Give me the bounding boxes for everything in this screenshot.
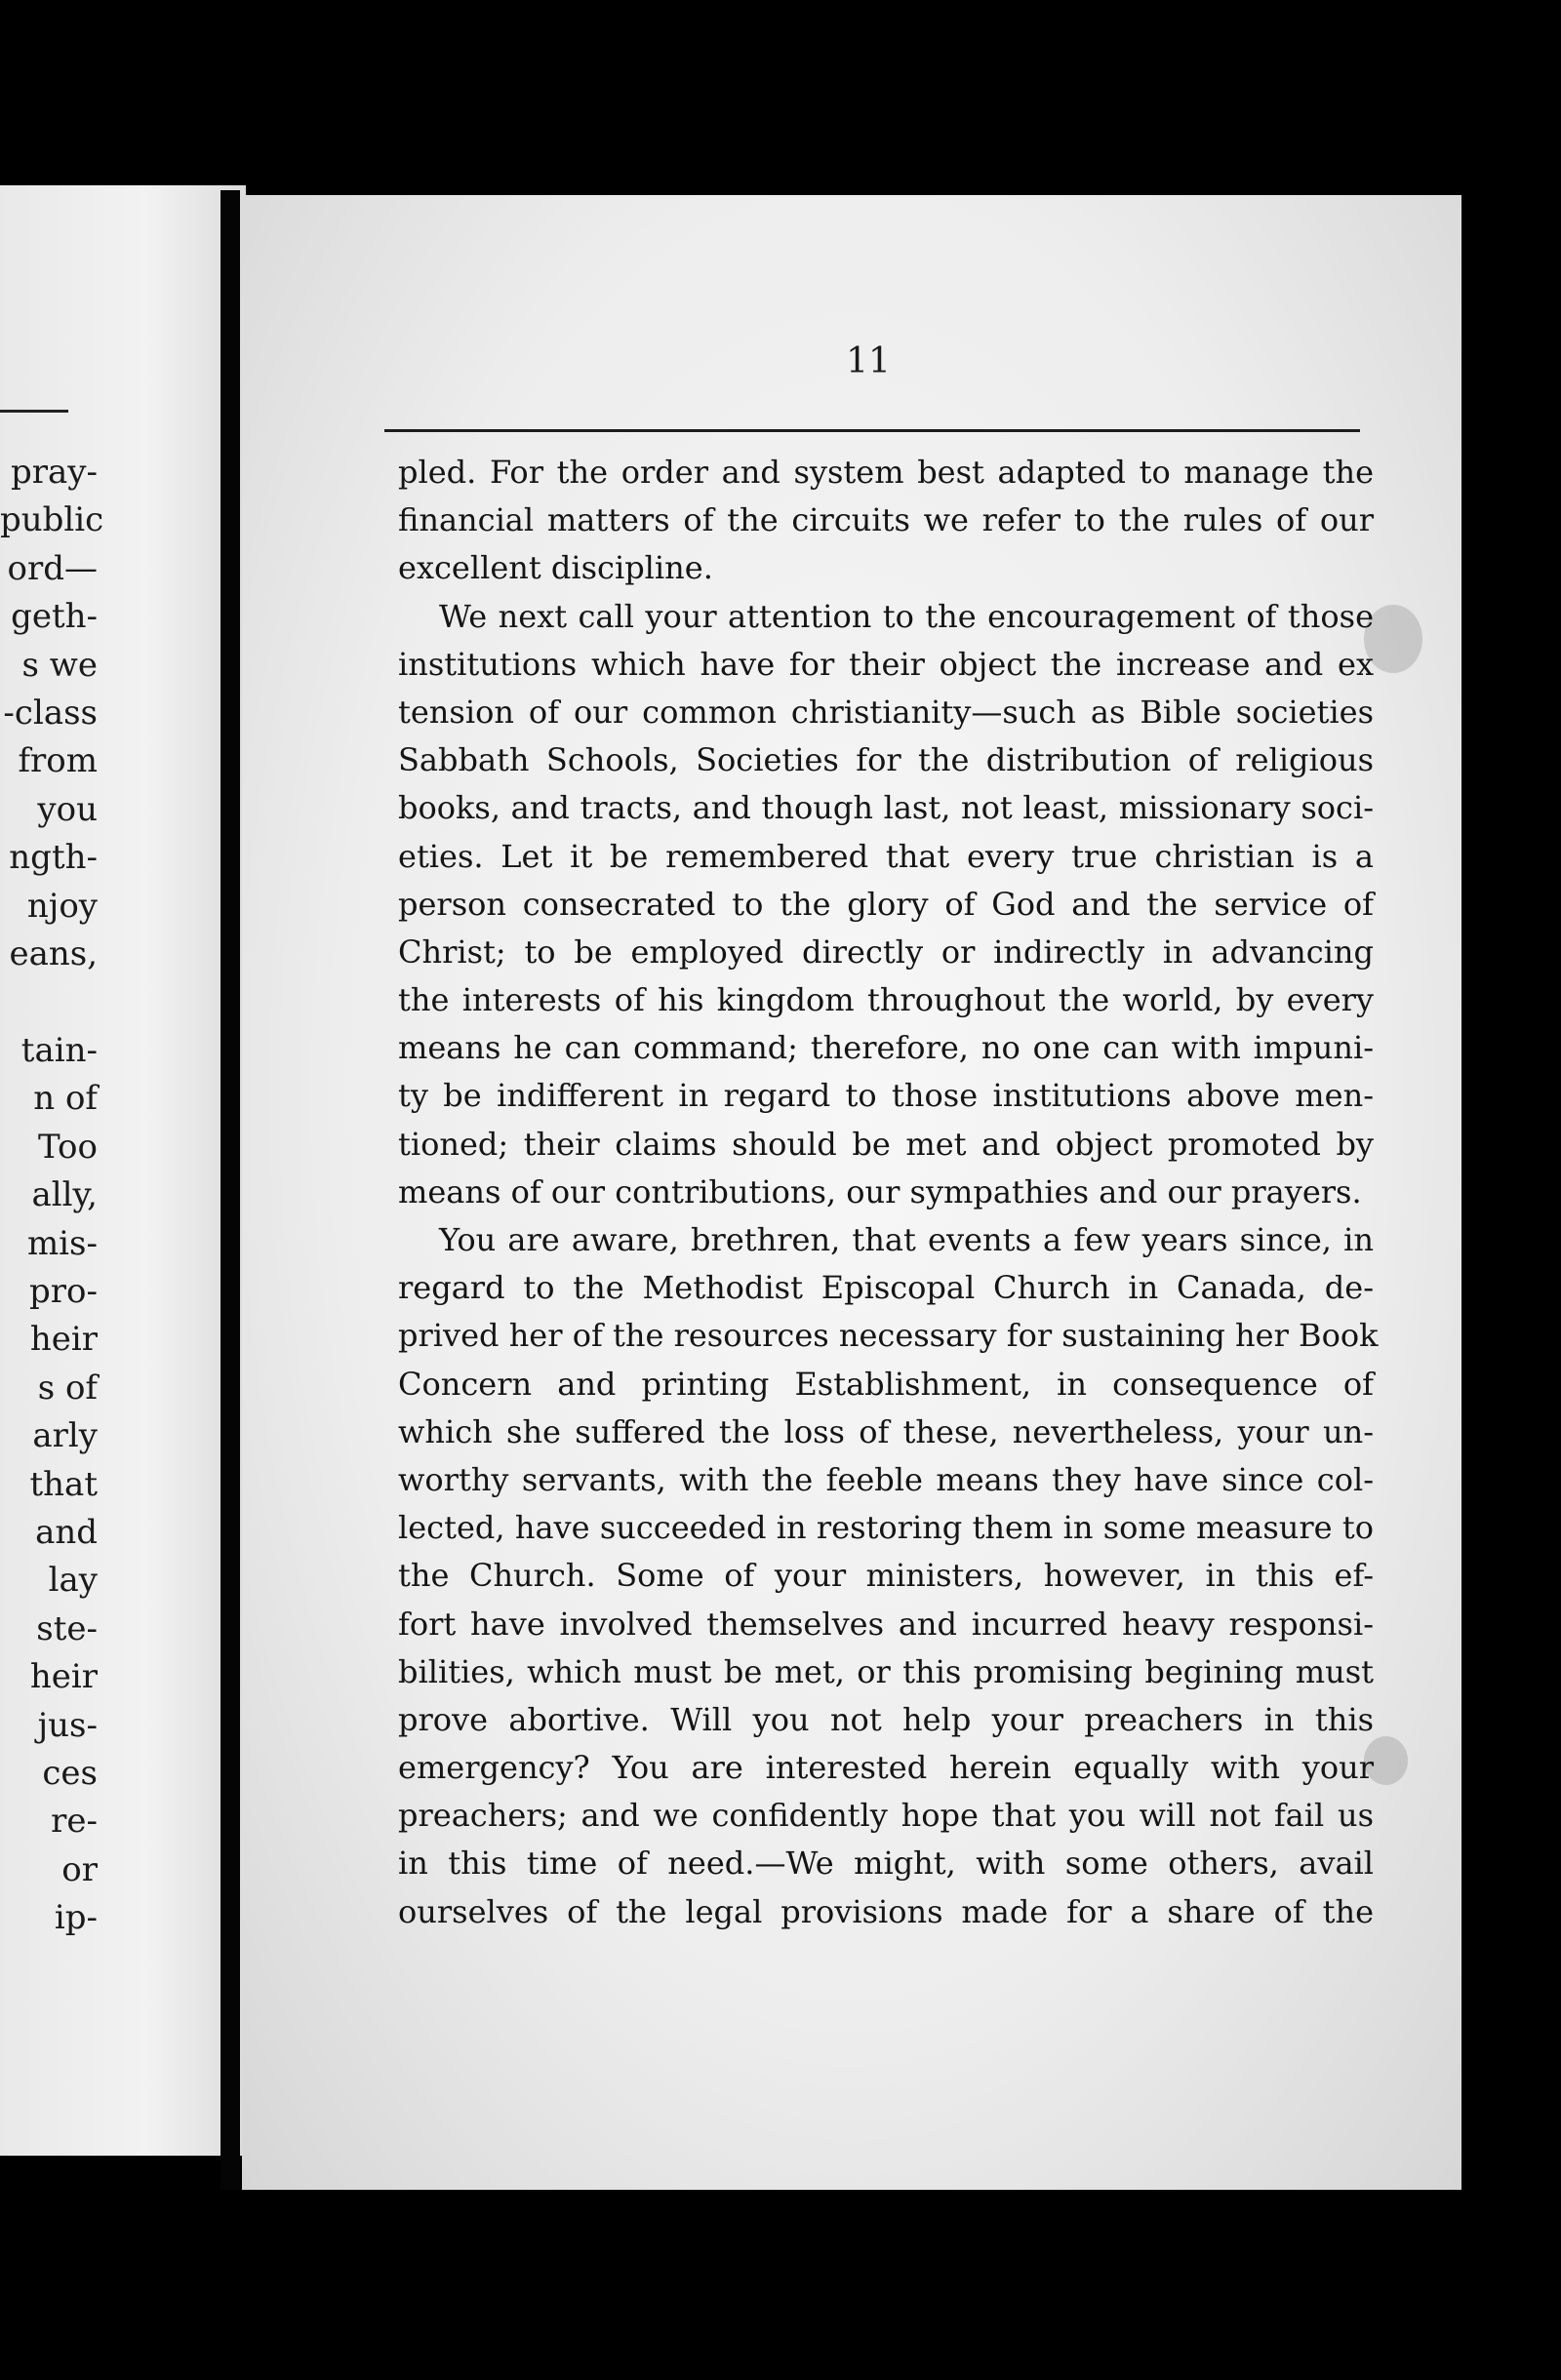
left-page (0, 185, 246, 2156)
text-line: financial matters of the circuits we refer to the rules of our (398, 501, 1374, 539)
text-line: the Church. Some of your ministers, however, in this ef- (398, 1557, 1374, 1595)
left-page-line: heir (29, 1657, 98, 1697)
text-line: Christ; to be employed directly or indirectly in advancing (398, 932, 1374, 971)
left-page-line: ngth- (9, 838, 98, 878)
left-page-line: eans, (9, 934, 98, 974)
left-page-line: jus- (37, 1705, 98, 1745)
text-line: prived her of the resources necessary for sustaining her Book (398, 1317, 1379, 1355)
left-page-line: geth- (11, 597, 98, 637)
left-page-line: lay (48, 1561, 98, 1601)
text-line: prove abortive. Will you not help your preachers in this (398, 1700, 1374, 1738)
text-line: in this time of need.—We might, with some others, avail (398, 1844, 1374, 1883)
text-line: regard to the Methodist Episcopal Church in Canada, de- (398, 1269, 1374, 1307)
text-line: ty be indifferent in regard to those institutions above men- (398, 1077, 1374, 1115)
left-page-line: heir (29, 1320, 98, 1360)
left-page-line: tain- (20, 1030, 98, 1070)
left-page-line: ste- (36, 1608, 98, 1648)
text-line: preachers; and we confidently hope that you will not fail us (398, 1797, 1374, 1835)
text-line: Sabbath Schools, Societies for the distribution of religious (398, 741, 1374, 779)
text-line: books, and tracts, and though last, not least, missionary soci- (398, 789, 1374, 827)
book-spine (220, 190, 240, 2190)
left-page-line: re- (51, 1802, 98, 1842)
left-page-line: and (35, 1512, 98, 1552)
left-page-line: you (37, 789, 98, 829)
text-line: means of our contributions, our sympathies and our prayers. (398, 1172, 1362, 1210)
left-page-line: -class (3, 694, 98, 734)
left-page-line: mis- (26, 1223, 98, 1263)
left-page-line: arly (32, 1416, 98, 1456)
text-line: pled. For the order and system best adapted to manage the (398, 454, 1374, 491)
text-line: the interests of his kingdom throughout the world, by every (398, 981, 1374, 1019)
left-page-line: public (0, 500, 104, 540)
header-rule (384, 429, 1360, 432)
paragraph (398, 1216, 1379, 1936)
text-line: institutions which have for their object the increase and ex (398, 645, 1374, 683)
page-number: 11 (846, 341, 891, 381)
text-line: lected, have succeeded in restoring them in some measure to (398, 1509, 1374, 1547)
left-page-line: pro- (29, 1271, 98, 1311)
left-page-line: ord— (7, 548, 98, 588)
text-line: means he can command; therefore, no one can with impuni- (398, 1029, 1374, 1067)
text-line: bilities, which must be met, or this promising begining must (398, 1652, 1374, 1690)
left-page-line-endings (0, 449, 104, 1943)
left-page-line: s of (37, 1368, 98, 1408)
left-page-line: ally, (31, 1175, 98, 1215)
left-page-line: pray- (11, 453, 98, 492)
text-line: fort have involved themselves and incurred heavy responsi- (398, 1605, 1374, 1643)
text-line: We next call your attention to the encouragement of those (439, 597, 1374, 635)
left-page-line: that (29, 1464, 98, 1504)
text-line: ourselves of the legal provisions made for a share of the (398, 1892, 1374, 1930)
text-line: Concern and printing Establishment, in consequence of (398, 1365, 1374, 1403)
text-line: worthy servants, with the feeble means they have since col- (398, 1460, 1374, 1498)
left-page-line: s we (21, 645, 98, 685)
text-line: tioned; their claims should be met and object promoted by (398, 1125, 1374, 1163)
text-line: eties. Let it be remembered that every true christian is a (398, 837, 1374, 875)
paragraph (398, 449, 1374, 593)
text-line: tension of our common christianity—such as Bible societies (398, 693, 1374, 731)
text-line: excellent discipline. (398, 549, 713, 587)
body-text (398, 449, 1379, 1936)
left-page-line: from (18, 741, 98, 781)
text-line: which she suffered the loss of these, nevertheless, your un- (398, 1412, 1374, 1450)
paragraph (398, 593, 1374, 1216)
left-page-line: Too (38, 1127, 98, 1167)
left-page-line: ip- (54, 1898, 98, 1938)
left-page-line: or (61, 1849, 98, 1889)
right-page (242, 195, 1461, 2190)
text-line: emergency? You are interested herein equally with your (398, 1749, 1374, 1787)
left-page-line (0, 978, 98, 1026)
left-page-rule (0, 410, 68, 413)
left-page-line: njoy (26, 886, 98, 926)
text-line: person consecrated to the glory of God and the service of (398, 885, 1374, 923)
left-page-line: n of (33, 1079, 98, 1119)
left-page-line: ces (42, 1753, 98, 1793)
text-line: You are aware, brethren, that events a few years since, in (439, 1221, 1374, 1258)
